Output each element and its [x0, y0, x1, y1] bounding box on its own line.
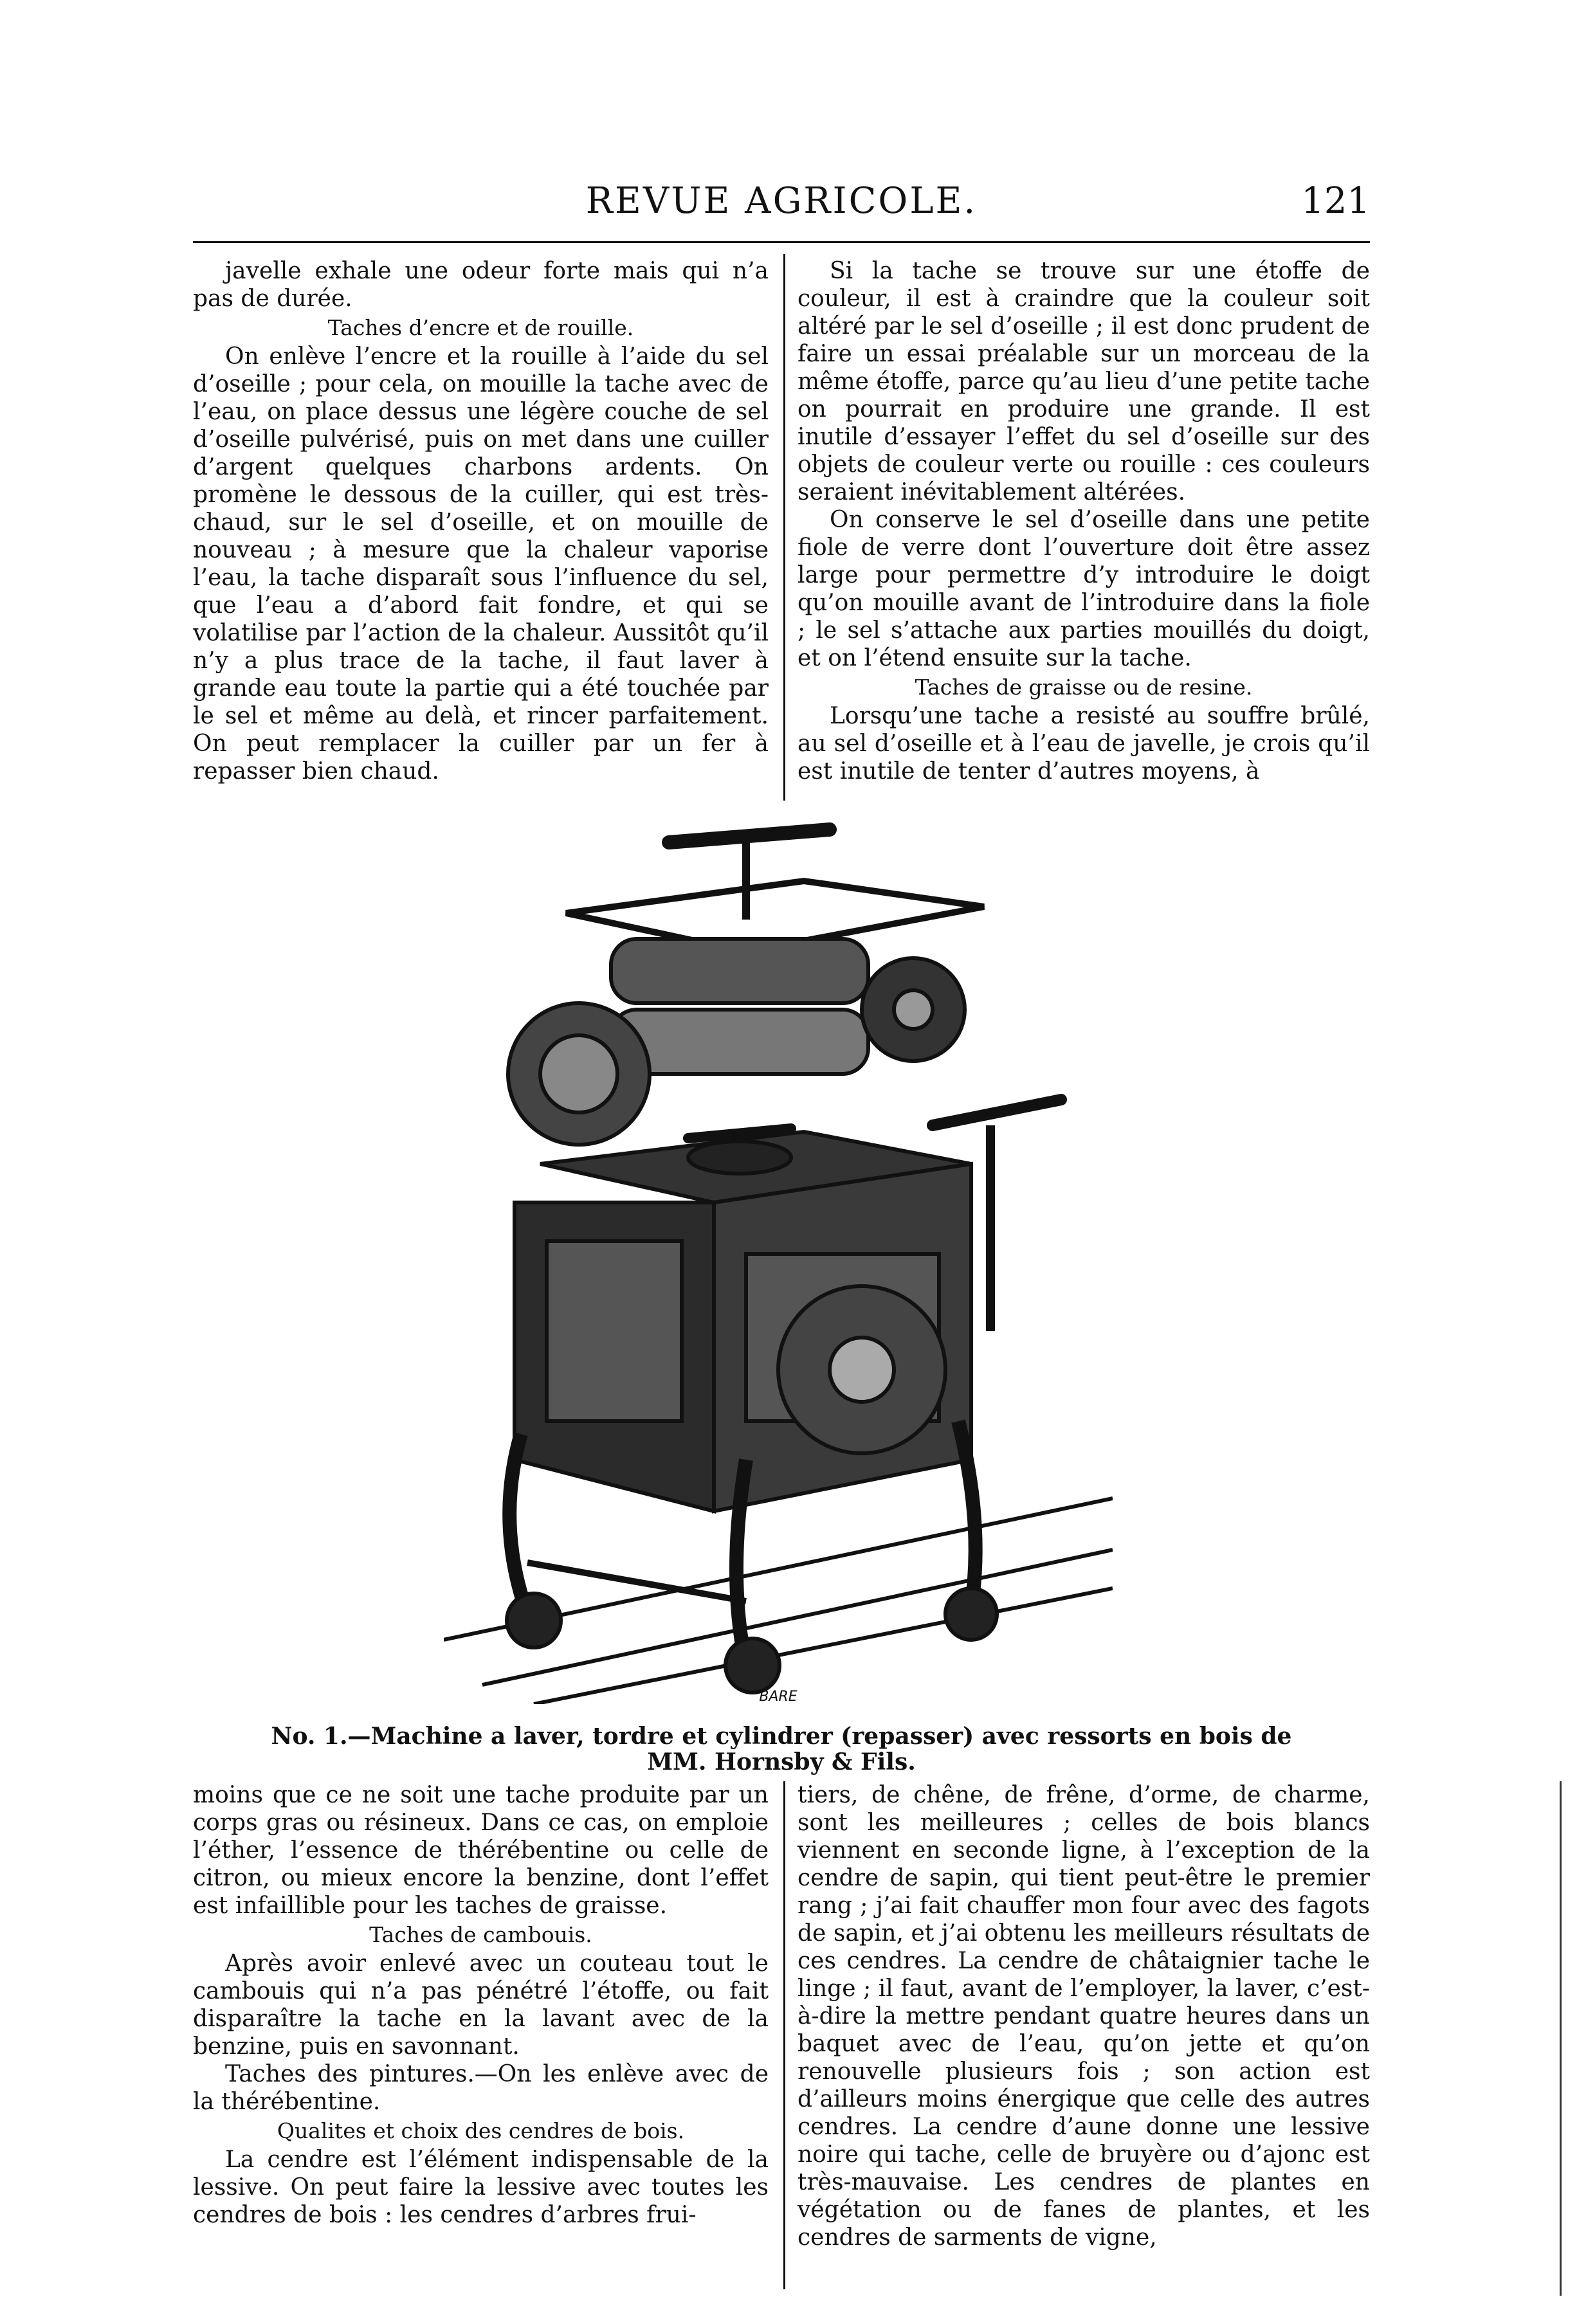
column-divider-bottom [783, 1781, 785, 2289]
paragraph: On enlève l’encre et la rouille à l’aide du sel d’oseille ; pour cela, on mouille la tache avec de l’eau, on place dessus une légère couche de sel d’oseille pulvérisé, puis on met dans une cuiller d’argent quelques charbons ardents. On promène le dessous de la cuiller, qui est très-chaud, sur le sel d’oseille, et on mouille de nouveau ; à mesure que la chaleur vaporise l’eau, la tache disparaît sous l’influence du sel, que l’eau a d’abord fait fondre, et qui se volatilise par l’action de la chaleur. Aussitôt qu’il n’y a plus trace de la tache, il faut laver à grande eau toute la partie qui a été touchée par le sel et même au delà, et rincer parfaitement. On peut remplacer la cuiller par un fer à repasser bien chaud. [193, 343, 769, 785]
caption-line-1: No. 1.—Machine a laver, tordre et cylindrer (repasser) avec ressorts en bois de [271, 1723, 1292, 1750]
running-header [193, 180, 1370, 231]
paragraph: La cendre est l’élément indispensable de la lessive. On peut faire la lessive avec toutes les cendres de bois : les cendres d’arbres frui- [193, 2147, 769, 2228]
paragraph: Lorsqu’une tache a resisté au souffre brûlé, au sel d’oseille et à l’eau de javelle, je crois qu’il est inutile de tenter d’autres moyens, à [798, 703, 1370, 785]
journal-title: REVUE AGRICOLE. [585, 180, 978, 222]
paragraph: javelle exhale une odeur forte mais qui n’a pas de durée. [193, 258, 769, 312]
top-left-column [193, 257, 769, 785]
paragraph: Après avoir enlevé avec un couteau tout le cambouis qui n’a pas pénétré l’étoffe, ou fait disparaître la tache en la lavant avec de la benzine, puis en savonnant. [193, 1950, 769, 2060]
section-heading: Taches d’encre et de rouille. [327, 315, 634, 340]
column-divider-top [783, 254, 785, 801]
engraver-signature: BARE [759, 1689, 798, 1704]
figure-caption [193, 1723, 1370, 1775]
bottom-left-column [193, 1781, 769, 2229]
paragraph: On conserve le sel d’oseille dans une petite fiole de verre dont l’ouverture doit être assez large pour permettre d’y introduire le doigt qu’on mouille avant de l’introduire dans la fiole ; le sel s’attache aux parties mouillés du doigt, et on l’étend ensuite sur la tache. [798, 507, 1370, 671]
section-heading: Qualites et choix des cendres de bois. [277, 2118, 685, 2143]
header-rule [193, 241, 1370, 243]
paragraph: Si la tache se trouve sur une étoffe de couleur, il est à craindre que la couleur soit altéré par le sel d’oseille ; il est donc prudent de faire un essai préalable sur un morceau de la même étoffe, parce qu’au lieu d’une petite tache on pourrait en produire une grande. Il est inutile d’essayer l’effet du sel d’oseille sur des objets de couleur verte ou rouille : ces couleurs seraient inévitablement altérées. [798, 258, 1370, 505]
washing-machine-illustration [444, 804, 1113, 1704]
paragraph: Taches des pintures.—On les enlève avec de la thérébentine. [193, 2061, 769, 2115]
section-heading: Taches de cambouis. [369, 1922, 592, 1947]
bottom-right-column [798, 1781, 1370, 2251]
paragraph: moins que ce ne soit une tache produite par un corps gras ou résineux. Dans ce cas, on emploie l’éther, l’essence de thérébentine ou celle de citron, ou mieux encore la benzine, dont l’effet est infaillible pour les taches de graisse. [193, 1782, 769, 1919]
right-margin-rule [1560, 1781, 1562, 2296]
page-number: 121 [1301, 180, 1370, 222]
caption-line-2: MM. Hornsby & Fils. [647, 1748, 916, 1775]
top-right-column [798, 257, 1370, 785]
section-heading: Taches de graisse ou de resine. [915, 675, 1253, 700]
paragraph: tiers, de chêne, de frêne, d’orme, de charme, sont les meilleures ; celles de bois blancs viennent en seconde ligne, à l’exception de la cendre de sapin, qui tient peut-être le premier rang ; j’ai fait chauffer mon four avec des fagots de sapin, et j’ai obtenu les meilleurs résultats de ces cendres. La cendre de châtaignier tache le linge ; il faut, avant de l’employer, la laver, c’est-à-dire la mettre pendant quatre heures dans un baquet avec de l’eau, qu’on jette et qu’on renouvelle plusieurs fois ; son action est d’ailleurs moins énergique que celle des autres cendres. La cendre d’aune donne une lessive noire qui tache, celle de bruyère ou d’ajonc est très-mauvaise. Les cendres de plantes en végétation ou de fanes de plantes, et les cendres de sarments de vigne, [798, 1782, 1370, 2251]
